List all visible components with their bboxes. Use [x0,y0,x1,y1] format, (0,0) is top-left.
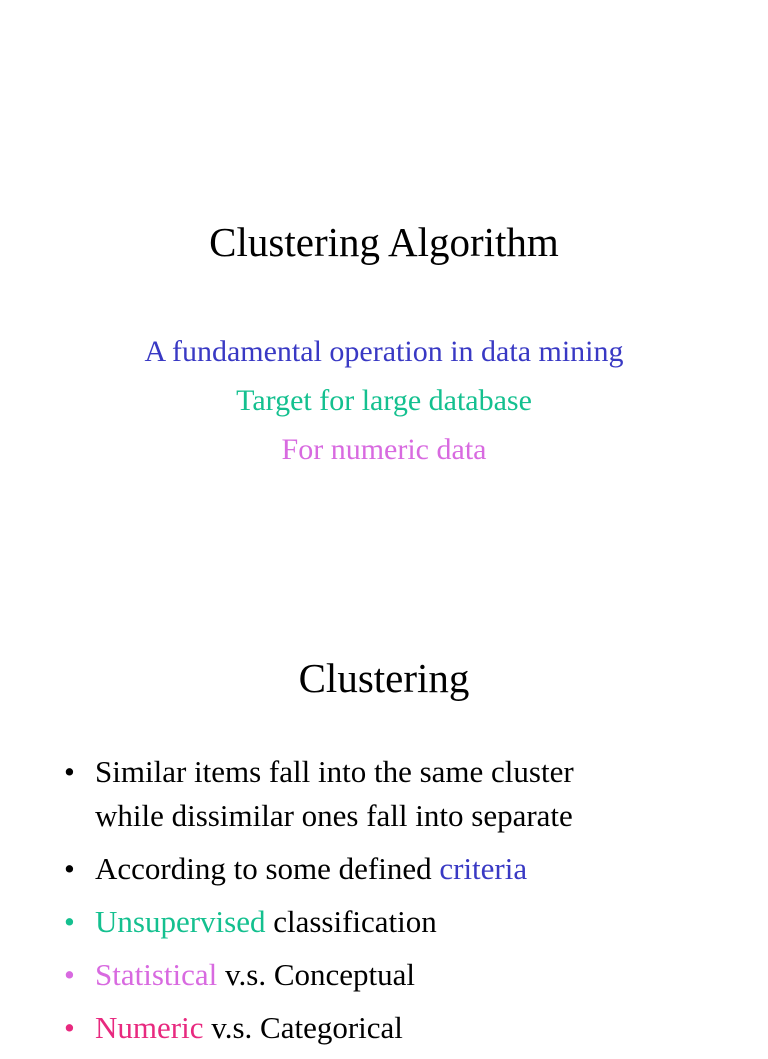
bullet-item [60,953,740,997]
bullet-highlight: Statistical [95,957,218,992]
bullet-icon: • [64,754,75,789]
bullet-highlight: criteria [439,851,528,886]
bullet-icon: • [64,904,75,939]
bullet-text: classification [265,904,437,939]
bullet-icon: • [64,851,75,886]
slide-title: Clustering [298,655,470,701]
subtitle-line: A fundamental operation in data mining [144,335,624,368]
subtitle-line: Target for large database [236,384,532,417]
bullet-text: v.s. Categorical [203,1010,403,1045]
slide-title: Clustering Algorithm [209,219,559,265]
bullet-list [60,750,740,1059]
bullet-highlight: Numeric [95,1010,204,1045]
slide-clustering [0,560,768,1045]
bullet-item [60,900,740,944]
subtitle-line: For numeric data [281,433,487,466]
bullet-text: According to some defined [95,851,440,886]
bullet-text: v.s. Conceptual [217,957,415,992]
bullet-text-line: while dissimilar ones fall into separate [95,798,573,833]
bullet-text-line: Similar items fall into the same cluster [95,754,574,789]
bullet-item [60,750,740,838]
bullet-icon: • [64,957,75,992]
bullet-highlight: Unsupervised [95,904,266,939]
bullet-icon: • [64,1010,75,1045]
bullet-item [60,1006,740,1050]
bullet-item [60,847,740,891]
